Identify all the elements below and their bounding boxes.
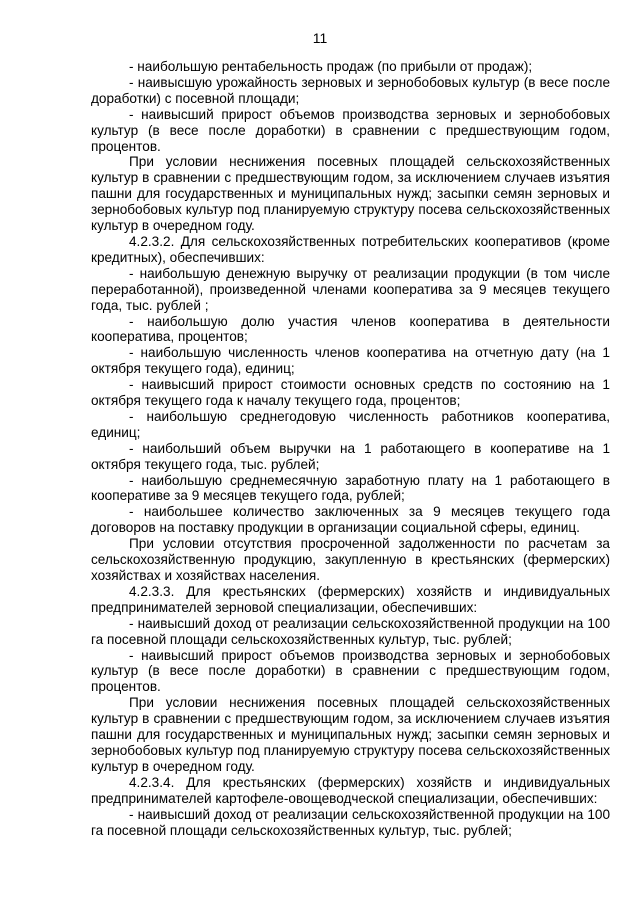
paragraph-grain-growth: - наивысший прирост объемов производства зерновых и зернобобовых культур (в весе после доработки) в сравнении с предшествующим годом, процентов. xyxy=(91,106,610,154)
document-body xyxy=(91,59,610,838)
paragraph-section-4-2-3-2: 4.2.3.2. Для сельскохозяйственных потребительских кооперативов (кроме кредитных), обеспечивших: xyxy=(91,233,610,265)
paragraph-income-2: - наивысший доход от реализации сельскохозяйственной продукции на 100 га посевной площади сельскохозяйственных культур, тыс. рублей; xyxy=(91,806,610,838)
paragraph-member-count: - наибольшую численность членов кооператива на отчетную дату (на 1 октября текущего года), единиц; xyxy=(91,345,610,377)
paragraph-fixed-assets: - наивысший прирост стоимости основных средств по состоянию на 1 октября текущего года к началу текущего года, процентов; xyxy=(91,377,610,409)
paragraph-yield: - наивысшую урожайность зерновых и зернобобовых культур (в весе после доработки) с посевной площади; xyxy=(91,74,610,106)
paragraph-condition: При условии неснижения посевных площадей сельскохозяйственных культур в сравнении с предшествующим годом, за исключением случаев изъятия пашни для государственных и муниципальных нужд; засыпки семян зерновых и зернобобовых культур под планируемую структуру посева сельскохозяйственных культур в очередном году. xyxy=(91,154,610,234)
paragraph-debt-condition: При условии отсутствия просроченной задолженности по расчетам за сельскохозяйственную продукцию, закупленную в крестьянских (фермерских) хозяйствах и хозяйствах населения. xyxy=(91,536,610,583)
paragraph-wage: - наибольшую среднемесячную заработную плату на 1 работающего в кооперативе за 9 месяцев текущего года, рублей; xyxy=(91,472,610,504)
paragraph-revenue-per-worker: - наибольший объем выручки на 1 работающего в кооперативе на 1 октября текущего года, тыс. рублей; xyxy=(91,440,610,472)
paragraph-member-share: - наибольшую долю участия членов кооператива в деятельности кооператива, процентов; xyxy=(91,313,610,345)
paragraph-section-4-2-3-3: 4.2.3.3. Для крестьянских (фермерских) хозяйств и индивидуальных предпринимателей зерновой специализации, обеспечивших: xyxy=(91,583,610,615)
paragraph-section-4-2-3-4: 4.2.3.4. Для крестьянских (фермерских) хозяйств и индивидуальных предпринимателей картофеле-овощеводческой специализации, обеспечивших: xyxy=(91,774,610,806)
paragraph-profitability: - наибольшую рентабельность продаж (по прибыли от продаж); xyxy=(129,59,533,74)
paragraph-condition-2: При условии неснижения посевных площадей сельскохозяйственных культур в сравнении с предшествующим годом, за исключением случаев изъятия пашни для государственных и муниципальных нужд; засыпки семян зерновых и зернобобовых культур под планируемую структуру посева сельскохозяйственных культур в очередном году. xyxy=(91,695,610,774)
paragraph-headcount: - наибольшую среднегодовую численность работников кооператива, единиц; xyxy=(91,408,610,440)
paragraph-contracts: - наибольшее количество заключенных за 9 месяцев текущего года договоров на поставку продукции в организации социальной сферы, единиц. xyxy=(91,504,610,536)
page-number: 11 xyxy=(312,30,328,46)
paragraph-income: - наивысший доход от реализации сельскохозяйственной продукции на 100 га посевной площади сельскохозяйственных культур, тыс. рублей; xyxy=(91,615,610,647)
paragraph-revenue: - наибольшую денежную выручку от реализации продукции (в том числе переработанной), произведенной членами кооператива за 9 месяцев текущего года, тыс. рублей ; xyxy=(91,265,610,313)
paragraph-grain-growth-2: - наивысший прирост объемов производства зерновых и зернобобовых культур (в весе после доработки) в сравнении с предшествующим годом, процентов. xyxy=(91,647,610,695)
